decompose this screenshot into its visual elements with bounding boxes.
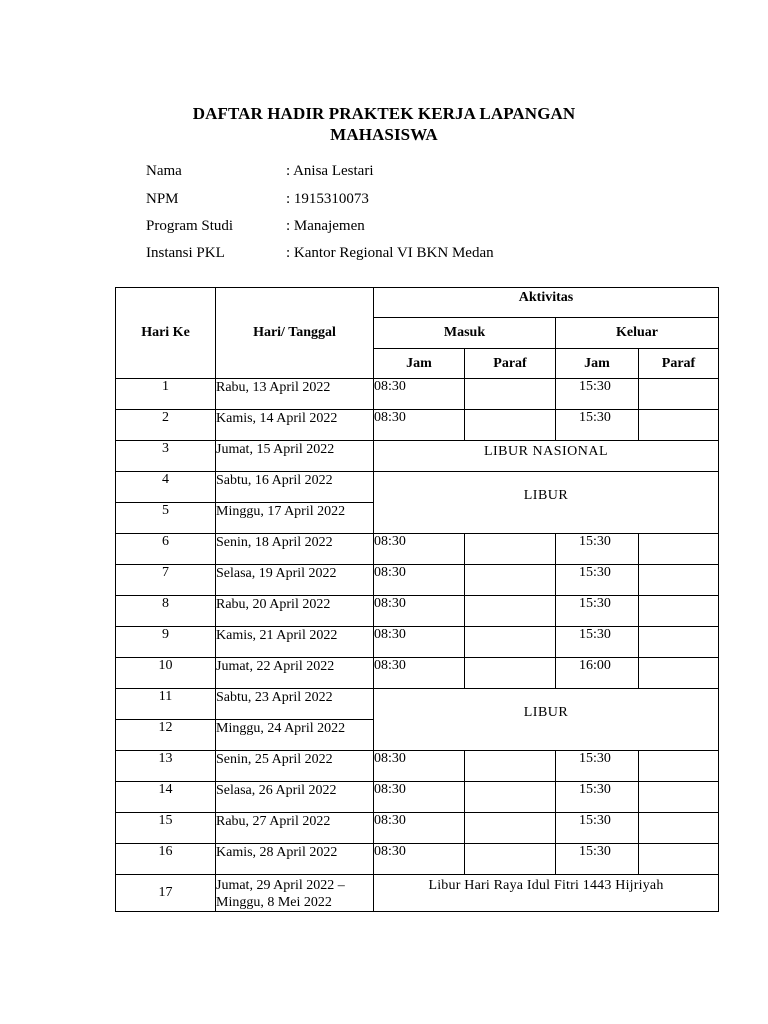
cell-jam-masuk: 08:30	[374, 627, 465, 658]
cell-hari-ke: 8	[116, 596, 216, 627]
cell-date: Selasa, 26 April 2022	[216, 782, 374, 813]
cell-paraf-masuk	[465, 844, 556, 875]
cell-date: Rabu, 13 April 2022	[216, 379, 374, 410]
info-value-nama: : Anisa Lestari	[286, 163, 374, 179]
document-title-line-1: DAFTAR HADIR PRAKTEK KERJA LAPANGAN	[192, 104, 576, 123]
cell-jam-masuk: 08:30	[374, 813, 465, 844]
cell-hari-ke: 16	[116, 844, 216, 875]
header-hari-tanggal: Hari/ Tanggal	[216, 288, 374, 379]
cell-hari-ke: 6	[116, 534, 216, 565]
cell-jam-keluar: 15:30	[556, 813, 639, 844]
table-row	[116, 410, 719, 441]
cell-date: Minggu, 24 April 2022	[216, 720, 374, 751]
cell-date: Kamis, 28 April 2022	[216, 844, 374, 875]
cell-paraf-keluar	[639, 379, 719, 410]
cell-jam-keluar: 15:30	[556, 410, 639, 441]
cell-paraf-keluar	[639, 782, 719, 813]
info-value-npm: : 1915310073	[286, 191, 369, 207]
document-title-line-2: MAHASISWA	[330, 125, 438, 144]
header-keluar-paraf: Paraf	[639, 349, 719, 379]
info-label-nama: Nama	[146, 163, 182, 179]
cell-jam-keluar: 15:30	[556, 627, 639, 658]
cell-hari-ke: 7	[116, 565, 216, 596]
cell-paraf-keluar	[639, 844, 719, 875]
header-keluar: Keluar	[556, 318, 719, 349]
cell-jam-masuk: 08:30	[374, 658, 465, 689]
header-aktivitas: Aktivitas	[374, 288, 719, 318]
cell-paraf-keluar	[639, 751, 719, 782]
table-row	[116, 565, 719, 596]
cell-paraf-masuk	[465, 627, 556, 658]
cell-hari-ke: 13	[116, 751, 216, 782]
cell-jam-keluar: 15:30	[556, 379, 639, 410]
cell-jam-masuk: 08:30	[374, 596, 465, 627]
attendance-table	[115, 287, 719, 912]
cell-holiday-note: LIBUR	[374, 689, 719, 751]
cell-hari-ke: 12	[116, 720, 216, 751]
cell-jam-masuk: 08:30	[374, 534, 465, 565]
cell-paraf-keluar	[639, 565, 719, 596]
cell-hari-ke: 5	[116, 503, 216, 534]
table-row	[116, 813, 719, 844]
cell-date: Kamis, 14 April 2022	[216, 410, 374, 441]
table-row	[116, 658, 719, 689]
info-value-program-studi: : Manajemen	[286, 218, 365, 234]
cell-hari-ke: 15	[116, 813, 216, 844]
cell-date: Jumat, 22 April 2022	[216, 658, 374, 689]
cell-paraf-masuk	[465, 565, 556, 596]
cell-date: Senin, 25 April 2022	[216, 751, 374, 782]
cell-date: Jumat, 15 April 2022	[216, 441, 374, 472]
info-label-instansi-pkl: Instansi PKL	[146, 245, 225, 261]
cell-jam-masuk: 08:30	[374, 410, 465, 441]
cell-date: Kamis, 21 April 2022	[216, 627, 374, 658]
table-row	[116, 441, 719, 472]
cell-date-line-2: Minggu, 8 Mei 2022	[216, 895, 332, 910]
cell-hari-ke: 17	[116, 875, 216, 912]
cell-paraf-keluar	[639, 627, 719, 658]
cell-jam-masuk: 08:30	[374, 379, 465, 410]
cell-date: Minggu, 17 April 2022	[216, 503, 374, 534]
table-row	[116, 875, 719, 912]
cell-hari-ke: 14	[116, 782, 216, 813]
cell-date: Senin, 18 April 2022	[216, 534, 374, 565]
cell-jam-keluar: 15:30	[556, 782, 639, 813]
header-masuk-paraf: Paraf	[465, 349, 556, 379]
table-row	[116, 782, 719, 813]
table-row	[116, 627, 719, 658]
header-masuk-jam: Jam	[374, 349, 465, 379]
info-label-npm: NPM	[146, 191, 179, 207]
cell-paraf-masuk	[465, 782, 556, 813]
cell-date: Selasa, 19 April 2022	[216, 565, 374, 596]
cell-date: Sabtu, 16 April 2022	[216, 472, 374, 503]
cell-paraf-masuk	[465, 379, 556, 410]
cell-date	[216, 875, 374, 912]
cell-paraf-masuk	[465, 410, 556, 441]
cell-date: Rabu, 27 April 2022	[216, 813, 374, 844]
table-row	[116, 379, 719, 410]
header-masuk: Masuk	[374, 318, 556, 349]
header-hari-ke: Hari Ke	[116, 288, 216, 379]
cell-date: Sabtu, 23 April 2022	[216, 689, 374, 720]
table-row	[116, 751, 719, 782]
cell-paraf-masuk	[465, 534, 556, 565]
cell-jam-keluar: 15:30	[556, 534, 639, 565]
cell-paraf-keluar	[639, 813, 719, 844]
cell-paraf-keluar	[639, 534, 719, 565]
info-label-program-studi: Program Studi	[146, 218, 234, 234]
cell-hari-ke: 2	[116, 410, 216, 441]
cell-paraf-masuk	[465, 813, 556, 844]
cell-jam-masuk: 08:30	[374, 844, 465, 875]
table-row	[116, 596, 719, 627]
info-value-instansi-pkl: : Kantor Regional VI BKN Medan	[286, 245, 494, 261]
cell-hari-ke: 1	[116, 379, 216, 410]
cell-paraf-masuk	[465, 658, 556, 689]
cell-date-line-1: Jumat, 29 April 2022 –	[216, 878, 345, 893]
cell-paraf-masuk	[465, 751, 556, 782]
cell-hari-ke: 10	[116, 658, 216, 689]
cell-jam-masuk: 08:30	[374, 565, 465, 596]
cell-jam-masuk: 08:30	[374, 751, 465, 782]
cell-hari-ke: 9	[116, 627, 216, 658]
cell-hari-ke: 4	[116, 472, 216, 503]
table-row	[116, 472, 719, 503]
table-row	[116, 534, 719, 565]
table-row	[116, 844, 719, 875]
cell-jam-keluar: 15:30	[556, 565, 639, 596]
cell-holiday-note: LIBUR	[374, 472, 719, 534]
cell-hari-ke: 3	[116, 441, 216, 472]
cell-holiday-note: Libur Hari Raya Idul Fitri 1443 Hijriyah	[374, 875, 719, 912]
header-keluar-jam: Jam	[556, 349, 639, 379]
cell-jam-keluar: 15:30	[556, 596, 639, 627]
cell-jam-masuk: 08:30	[374, 782, 465, 813]
cell-jam-keluar: 16:00	[556, 658, 639, 689]
cell-paraf-keluar	[639, 658, 719, 689]
table-row	[116, 689, 719, 720]
cell-jam-keluar: 15:30	[556, 844, 639, 875]
cell-date: Rabu, 20 April 2022	[216, 596, 374, 627]
cell-paraf-masuk	[465, 596, 556, 627]
cell-hari-ke: 11	[116, 689, 216, 720]
cell-holiday-note: LIBUR NASIONAL	[374, 441, 719, 472]
cell-paraf-keluar	[639, 596, 719, 627]
cell-jam-keluar: 15:30	[556, 751, 639, 782]
cell-paraf-keluar	[639, 410, 719, 441]
